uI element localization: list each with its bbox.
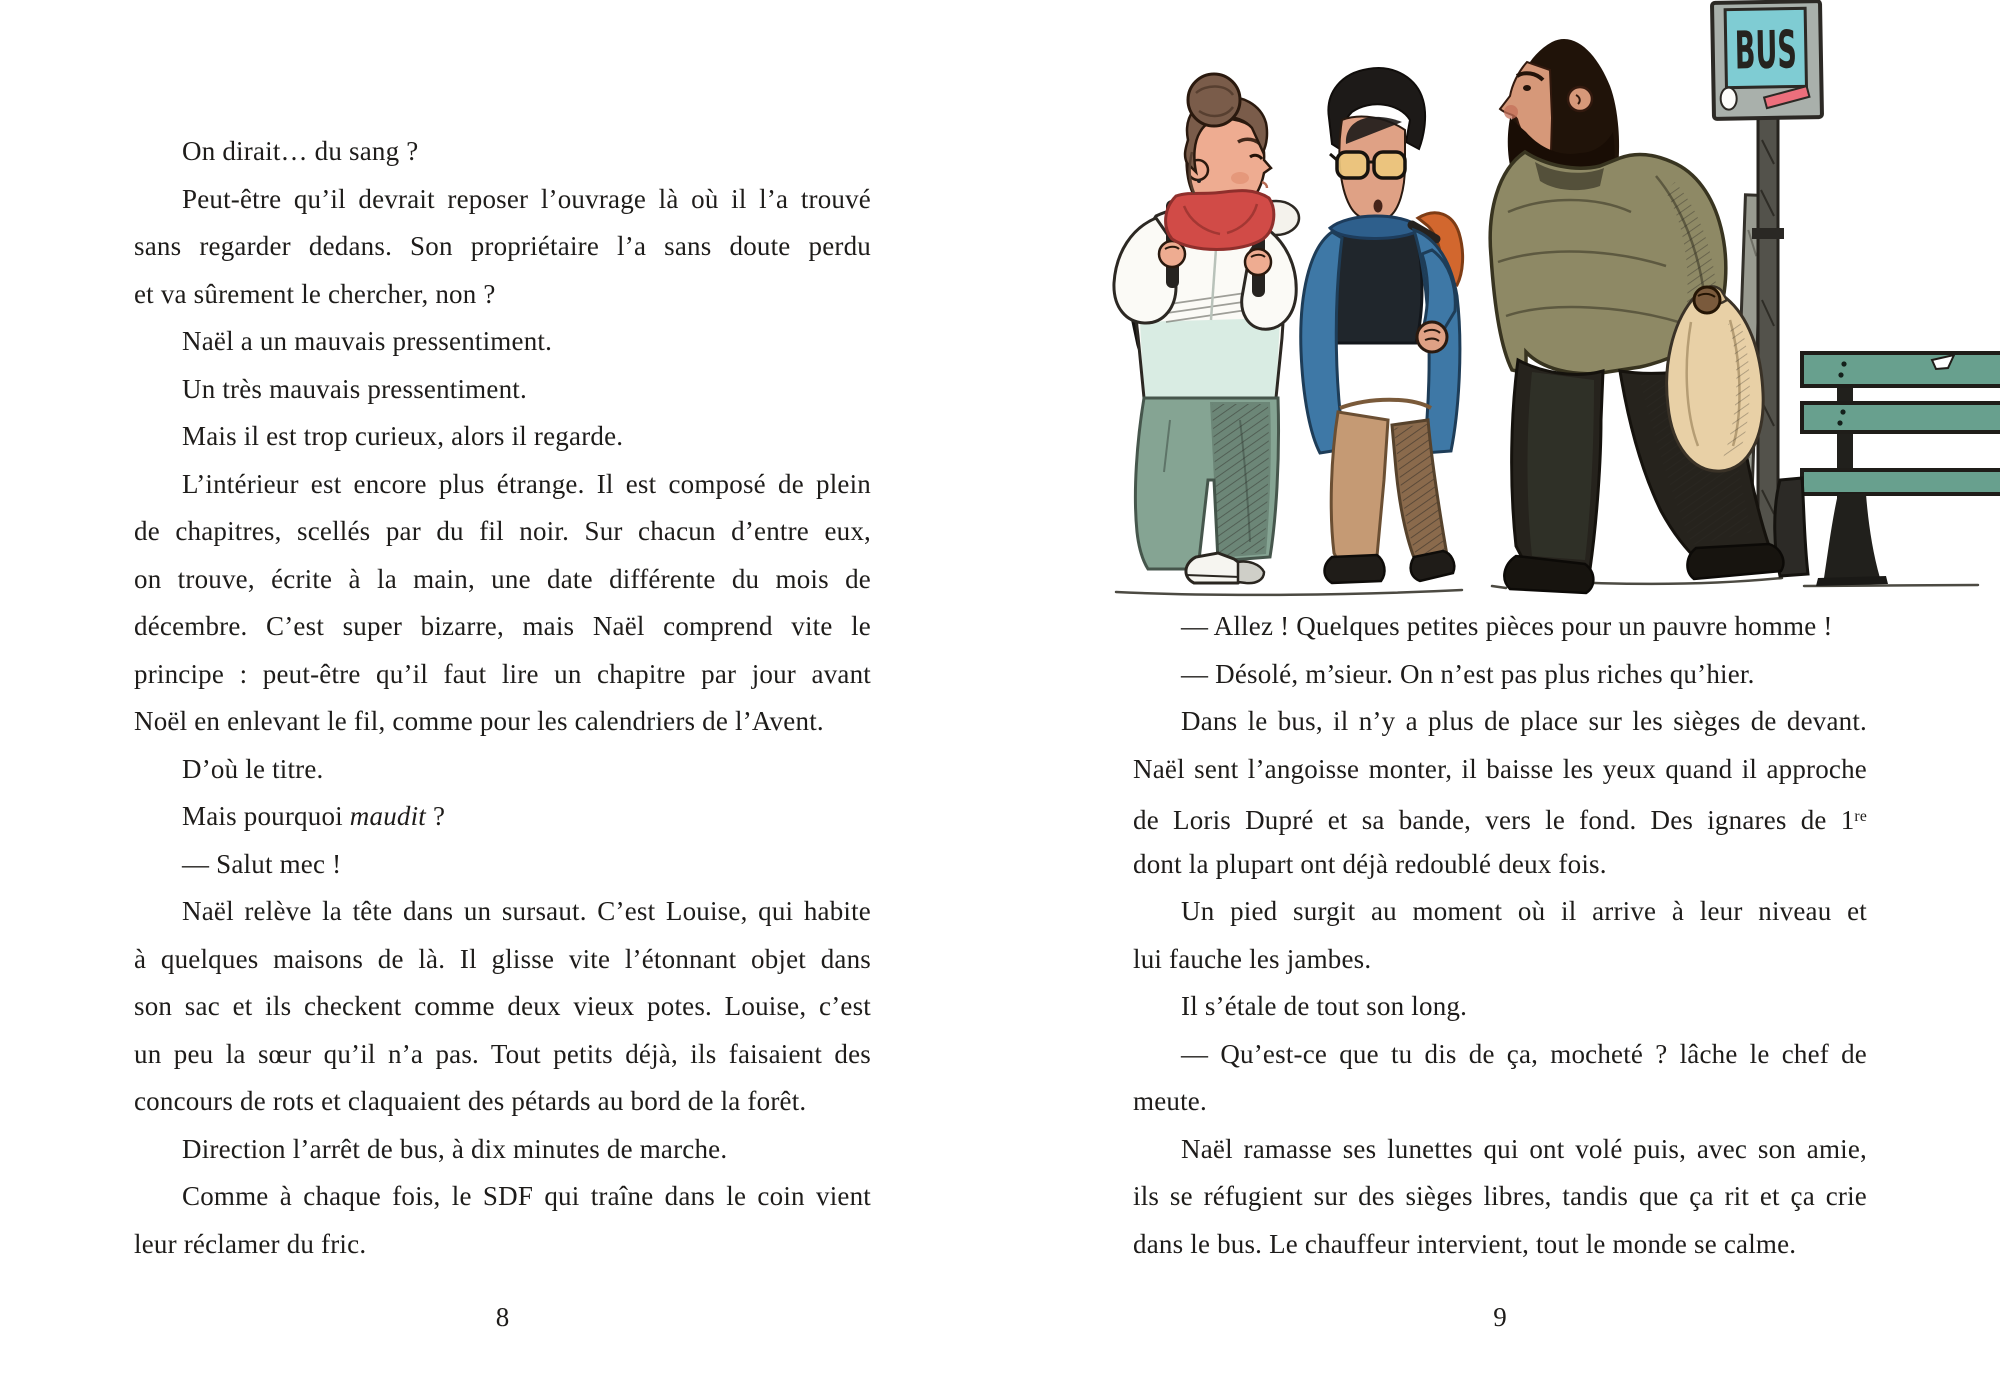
text-run: — Salut mec ! [182, 848, 342, 879]
text-line [134, 461, 871, 509]
text-run: meute. [1133, 1086, 1207, 1116]
paragraph [134, 841, 871, 889]
text-run: — Allez ! Quelques petites pièces pour un pauvre homme ! [1181, 611, 1833, 641]
text-line [134, 318, 871, 366]
text-run: ils se réfugient sur des sièges libres, tandis que ça rit et ça crie [1133, 1181, 1867, 1211]
white-sticker [1720, 88, 1736, 110]
bench-seat-slat [1802, 470, 2000, 494]
text-run: Noël en enlevant le fil, comme pour les calendriers de l’Avent. [134, 706, 824, 736]
paragraph [134, 793, 871, 841]
text-line [134, 603, 871, 651]
text-run: Naël sent l’angoisse monter, il baisse les yeux quand il approche [1133, 753, 1867, 784]
text-run: concours de rots et claquaient des pétards au bord de la forêt. [134, 1086, 807, 1116]
text-run: Naël relève la tête dans un sursaut. C’est Louise, qui habite [182, 896, 871, 926]
text-run: Il s’étale de tout son long. [1181, 991, 1468, 1021]
text-line [134, 983, 871, 1031]
left-page-text [134, 128, 871, 1268]
text-run: lui fauche les jambes. [1133, 943, 1372, 974]
text-run: Direction l’arrêt de bus, à dix minutes de marche. [182, 1133, 728, 1164]
text-run: Mais il est trop curieux, alors il regarde. [182, 421, 624, 451]
text-line [134, 366, 871, 414]
text-line [1133, 1078, 1867, 1126]
text-run: L’intérieur est encore plus étrange. Il est composé de plein [182, 468, 871, 499]
text-line [134, 556, 871, 604]
paragraph [134, 413, 871, 461]
text-run: ? [426, 801, 446, 831]
text-line [134, 698, 871, 746]
man-hand [1694, 287, 1720, 313]
text-run: Un très mauvais pressentiment. [182, 373, 527, 404]
paragraph [134, 128, 871, 176]
italic-text: maudit [349, 801, 426, 831]
paragraph [134, 746, 871, 794]
bus-stop-sign [1712, 1, 1855, 119]
text-line [134, 176, 871, 224]
text-line [134, 841, 871, 889]
text-run: — Qu’est-ce que tu dis de ça, mocheté ? lâche le chef de [1181, 1038, 1867, 1069]
boy-shoe [1325, 555, 1385, 583]
bench-leg [1824, 494, 1880, 578]
boy-shoe [1411, 551, 1455, 581]
text-run: On dirait… du sang ? [182, 136, 419, 166]
text-line [1133, 651, 1867, 699]
paragraph [1133, 983, 1867, 1031]
text-run: à quelques maisons de là. Il glisse vite l’étonnant objet dans [134, 943, 871, 974]
text-line [134, 651, 871, 699]
boy-mouth [1374, 200, 1383, 213]
boy [1301, 68, 1463, 583]
text-run: Naël ramasse ses lunettes qui ont volé puis, avec son amie, [1181, 1133, 1867, 1164]
homeless-man [1490, 39, 1783, 593]
boy-pants-front-leg [1331, 412, 1388, 569]
text-run: — Désolé, m’sieur. On n’est pas plus riches qu’hier. [1181, 658, 1755, 689]
text-run: on trouve, écrite à la main, une date différente du mois de [134, 563, 871, 594]
paragraph [1133, 1031, 1867, 1126]
text-run: Naël a un mauvais pressentiment. [182, 326, 553, 356]
boy-glasses-left-lens [1337, 152, 1368, 178]
text-line [1133, 1126, 1867, 1174]
text-line [1133, 983, 1867, 1031]
boy-glasses-right-lens [1374, 152, 1405, 178]
bus-stop-illustration [1080, 0, 2000, 615]
text-run: un peu la sœur qu’il n’a pas. Tout petits déjà, ils faisaient des [134, 1038, 871, 1069]
text-run: Peut-être qu’il devrait reposer l’ouvrage là où il l’a trouvé [182, 183, 871, 214]
text-line [134, 1031, 871, 1079]
sup-text: re [1854, 808, 1867, 825]
man-shoe [1687, 544, 1783, 579]
text-line [134, 936, 871, 984]
paragraph [134, 888, 871, 1126]
pole-bracket [1752, 228, 1784, 239]
boy-hood-collar [1330, 216, 1421, 239]
bench-backrest-slat [1802, 403, 2000, 432]
girl [1114, 74, 1299, 583]
boy-fist [1417, 322, 1447, 352]
bench-backrest-slat [1802, 353, 2000, 386]
right-page-text [1133, 603, 1867, 1268]
text-run: décembre. C’est super bizarre, mais Naël comprend vite le [134, 611, 871, 641]
text-line [1133, 793, 1867, 841]
text-line [134, 413, 871, 461]
paragraph [134, 176, 871, 319]
paragraph [1133, 1126, 1867, 1269]
text-line [134, 1221, 871, 1269]
text-run: sans regarder dedans. Son propriétaire l’a sans doute perdu [134, 231, 871, 261]
text-run: Comme à chaque fois, le SDF qui traîne dans le coin vient [182, 1181, 871, 1211]
text-line [134, 1173, 871, 1221]
text-run: Dans le bus, il n’y a plus de place sur les sièges de devant. [1181, 706, 1867, 736]
girl-hand [1245, 249, 1271, 275]
paragraph [134, 1173, 871, 1268]
text-run: de Loris Dupré et sa bande, vers le fond. Des ignares de 1 [1133, 804, 1855, 835]
text-run: son sac et ils checkent comme deux vieux potes. Louise, c’est [134, 991, 871, 1021]
text-line [134, 793, 871, 841]
page-number-left: 8 [495, 1302, 510, 1332]
text-line [134, 223, 871, 271]
text-line [1133, 698, 1867, 746]
paragraph [1133, 698, 1867, 888]
text-line [1133, 841, 1867, 889]
text-line [134, 746, 871, 794]
text-line [1133, 746, 1867, 794]
paragraph [134, 366, 871, 414]
text-line [134, 128, 871, 176]
text-run: de chapitres, scellés par du fil noir. Sur chacun d’entre eux, [134, 516, 871, 546]
text-line [1133, 1221, 1867, 1269]
text-run: D’où le titre. [182, 753, 324, 784]
man-eye [1523, 85, 1531, 91]
girl-hoodie-mint-band [1140, 318, 1280, 398]
paragraph [134, 318, 871, 366]
text-run: dont la plupart ont déjà redoublé deux fois. [1133, 848, 1607, 879]
text-line [1133, 936, 1867, 984]
text-line [134, 1126, 871, 1174]
text-line [134, 1078, 871, 1126]
paragraph [1133, 888, 1867, 983]
bus-sign-label: BUS [1734, 19, 1855, 82]
text-run: Un pied surgit au moment où il arrive à leur niveau et [1181, 896, 1867, 926]
paragraph [134, 461, 871, 746]
girl-scarf [1166, 191, 1274, 250]
text-run: dans le bus. Le chauffeur intervient, tout le monde se calme. [1133, 1228, 1797, 1259]
text-run: leur réclamer du fric. [134, 1228, 367, 1259]
text-line [1133, 1031, 1867, 1079]
paragraph [1133, 651, 1867, 699]
text-line [1133, 1173, 1867, 1221]
bench [1775, 353, 2000, 586]
text-line [1133, 888, 1867, 936]
page-number-right: 9 [1493, 1302, 1507, 1332]
text-run: Mais pourquoi [182, 801, 350, 831]
text-line [134, 888, 871, 936]
paragraph [134, 1126, 871, 1174]
text-line [134, 271, 871, 319]
girl-sneaker [1238, 561, 1264, 583]
text-run: principe : peut-être qu’il faut lire un chapitre par jour avant [134, 658, 871, 689]
text-run: et va sûrement le chercher, non ? [134, 278, 496, 309]
girl-hair-bun [1188, 74, 1240, 126]
text-line [134, 508, 871, 556]
